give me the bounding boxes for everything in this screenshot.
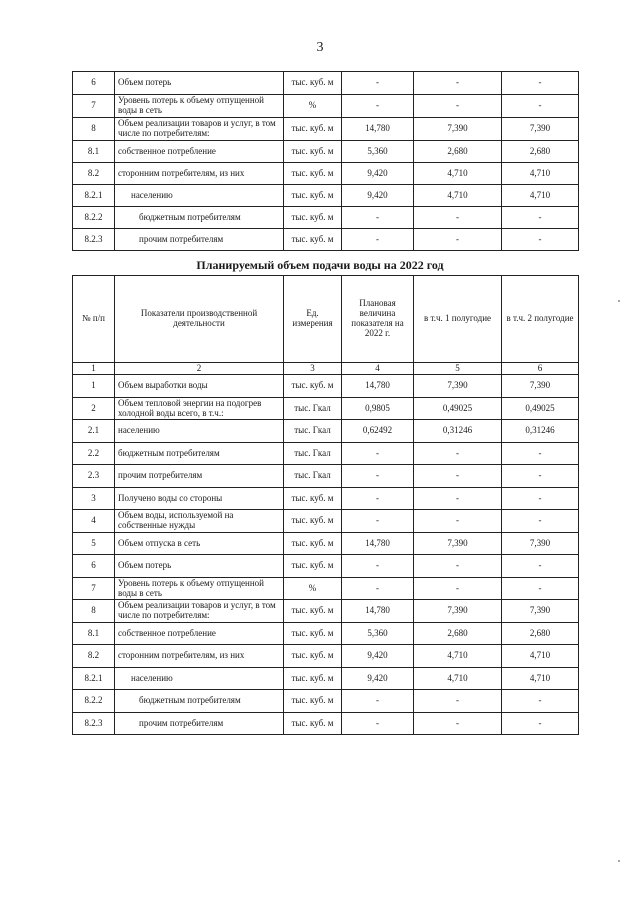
row-value-year: 5,360	[342, 141, 414, 163]
row-unit: тыс. Гкал	[284, 420, 342, 443]
row-value-half1: 7,390	[414, 533, 502, 555]
row-unit: тыс. куб. м	[284, 118, 342, 141]
row-value-half1: -	[414, 229, 502, 251]
row-number: 2	[73, 398, 115, 420]
row-value-half1: -	[414, 713, 502, 735]
column-index: 5	[414, 363, 502, 375]
header-number: № п/п	[73, 276, 115, 363]
table-row	[73, 488, 579, 510]
bottom-table-body	[73, 276, 579, 735]
row-number: 7	[73, 578, 115, 600]
row-number: 2.3	[73, 465, 115, 488]
row-number: 6	[73, 72, 115, 95]
row-indicator: населению	[115, 420, 284, 443]
row-value-half1: -	[414, 207, 502, 229]
row-value-half2: -	[502, 713, 579, 735]
scan-dot	[618, 860, 620, 862]
row-number: 8.2	[73, 163, 115, 185]
row-value-half2: -	[502, 72, 579, 95]
row-value-half1: 4,710	[414, 163, 502, 185]
row-indicator: бюджетным потребителям	[115, 690, 284, 713]
row-value-year: -	[342, 207, 414, 229]
row-number: 5	[73, 533, 115, 555]
row-value-half2: 4,710	[502, 645, 579, 668]
row-value-half2: -	[502, 443, 579, 465]
table-row	[73, 72, 579, 95]
row-value-half1: 2,680	[414, 623, 502, 645]
row-value-half1: 7,390	[414, 118, 502, 141]
row-unit: тыс. куб. м	[284, 623, 342, 645]
row-value-half2: -	[502, 465, 579, 488]
row-number: 8.2.1	[73, 668, 115, 690]
row-value-year: -	[342, 95, 414, 118]
row-indicator: Объем реализации товаров и услуг, в том числе по потребителям:	[115, 118, 284, 141]
row-value-year: 9,420	[342, 163, 414, 185]
row-value-half1: 0,49025	[414, 398, 502, 420]
header-indicator: Показатели производственной деятельности	[115, 276, 284, 363]
row-value-half1: -	[414, 555, 502, 578]
row-unit: тыс. куб. м	[284, 645, 342, 668]
row-value-half2: 0,49025	[502, 398, 579, 420]
row-value-year: -	[342, 510, 414, 533]
row-unit: тыс. куб. м	[284, 72, 342, 95]
table-row	[73, 207, 579, 229]
column-index: 2	[115, 363, 284, 375]
row-number: 8	[73, 600, 115, 623]
bottom-table-title: Планируемый объем подачи воды на 2022 год	[196, 258, 444, 272]
table-row	[73, 185, 579, 207]
row-value-year: -	[342, 229, 414, 251]
row-indicator: Объем воды, используемой на собственные нужды	[115, 510, 284, 533]
header-unit: Ед. измерения	[284, 276, 342, 363]
scan-dot	[618, 300, 620, 302]
row-indicator: Объем отпуска в сеть	[115, 533, 284, 555]
row-unit: тыс. куб. м	[284, 555, 342, 578]
row-value-half2: 2,680	[502, 141, 579, 163]
row-number: 8.2	[73, 645, 115, 668]
row-number: 8.2.3	[73, 713, 115, 735]
row-number: 3	[73, 488, 115, 510]
row-number: 8.2.1	[73, 185, 115, 207]
row-indicator: Объем реализации товаров и услуг, в том числе по потребителям:	[115, 600, 284, 623]
row-value-half1: 4,710	[414, 645, 502, 668]
column-index: 6	[502, 363, 579, 375]
table-row	[73, 398, 579, 420]
row-value-year: 5,360	[342, 623, 414, 645]
row-value-half2: -	[502, 488, 579, 510]
row-number: 8	[73, 118, 115, 141]
row-indicator: Объем выработки воды	[115, 375, 284, 398]
row-unit: тыс. куб. м	[284, 690, 342, 713]
row-indicator: населению	[115, 668, 284, 690]
row-indicator: Получено воды со стороны	[115, 488, 284, 510]
row-value-half1: 0,31246	[414, 420, 502, 443]
row-unit: тыс. куб. м	[284, 185, 342, 207]
row-value-half2: 2,680	[502, 623, 579, 645]
header-half2: в т.ч. 2 полугодие	[502, 276, 579, 363]
row-indicator: собственное потребление	[115, 141, 284, 163]
row-unit: тыс. куб. м	[284, 163, 342, 185]
row-indicator: сторонним потребителям, из них	[115, 163, 284, 185]
row-value-half1: -	[414, 95, 502, 118]
column-index: 4	[342, 363, 414, 375]
row-number: 2.1	[73, 420, 115, 443]
row-value-half2: 7,390	[502, 533, 579, 555]
row-value-half2: 4,710	[502, 185, 579, 207]
row-indicator: прочим потребителям	[115, 229, 284, 251]
row-unit: %	[284, 578, 342, 600]
table-row	[73, 229, 579, 251]
row-value-half1: 4,710	[414, 185, 502, 207]
bottom-table	[72, 275, 579, 735]
row-value-year: 14,780	[342, 118, 414, 141]
row-unit: тыс. куб. м	[284, 229, 342, 251]
row-value-half2: 7,390	[502, 600, 579, 623]
row-indicator: Объем потерь	[115, 72, 284, 95]
row-value-half2: -	[502, 510, 579, 533]
row-number: 4	[73, 510, 115, 533]
table-row	[73, 141, 579, 163]
row-unit: тыс. куб. м	[284, 207, 342, 229]
row-unit: тыс. куб. м	[284, 668, 342, 690]
table-row	[73, 533, 579, 555]
row-unit: тыс. куб. м	[284, 533, 342, 555]
row-value-year: -	[342, 713, 414, 735]
row-indicator: бюджетным потребителям	[115, 207, 284, 229]
row-number: 1	[73, 375, 115, 398]
row-number: 8.2.2	[73, 207, 115, 229]
header-half1: в т.ч. 1 полугодие	[414, 276, 502, 363]
row-number: 8.1	[73, 141, 115, 163]
row-value-half2: -	[502, 95, 579, 118]
row-value-half1: 2,680	[414, 141, 502, 163]
table-row	[73, 465, 579, 488]
row-indicator: бюджетным потребителям	[115, 443, 284, 465]
row-indicator: прочим потребителям	[115, 465, 284, 488]
table-row	[73, 555, 579, 578]
row-value-half2: -	[502, 207, 579, 229]
row-unit: тыс. куб. м	[284, 713, 342, 735]
row-indicator: сторонним потребителям, из них	[115, 645, 284, 668]
row-value-half1: -	[414, 578, 502, 600]
row-value-year: -	[342, 690, 414, 713]
row-value-half2: 7,390	[502, 375, 579, 398]
row-unit: тыс. куб. м	[284, 600, 342, 623]
top-table	[72, 71, 579, 251]
row-value-half2: 4,710	[502, 163, 579, 185]
row-value-half1: -	[414, 443, 502, 465]
row-value-half1: -	[414, 510, 502, 533]
row-value-year: -	[342, 555, 414, 578]
row-value-year: 0,62492	[342, 420, 414, 443]
row-value-half1: -	[414, 690, 502, 713]
row-number: 8.2.2	[73, 690, 115, 713]
row-indicator: собственное потребление	[115, 623, 284, 645]
row-value-half1: 7,390	[414, 375, 502, 398]
row-value-half1: -	[414, 465, 502, 488]
row-value-year: 9,420	[342, 645, 414, 668]
row-value-half2: -	[502, 555, 579, 578]
row-number: 6	[73, 555, 115, 578]
row-unit: %	[284, 95, 342, 118]
table-row	[73, 163, 579, 185]
table-row	[73, 623, 579, 645]
row-value-half1: -	[414, 488, 502, 510]
row-value-year: 14,780	[342, 600, 414, 623]
row-value-half2: 7,390	[502, 118, 579, 141]
column-index-row	[73, 363, 579, 375]
row-value-half2: -	[502, 578, 579, 600]
row-value-year: 0,9805	[342, 398, 414, 420]
row-value-half2: -	[502, 229, 579, 251]
top-table-body	[73, 72, 579, 251]
row-value-year: -	[342, 578, 414, 600]
table-row	[73, 668, 579, 690]
row-indicator: Объем потерь	[115, 555, 284, 578]
row-number: 8.2.3	[73, 229, 115, 251]
row-unit: тыс. куб. м	[284, 510, 342, 533]
row-value-year: -	[342, 72, 414, 95]
table-row	[73, 118, 579, 141]
page-number: 3	[316, 40, 324, 55]
row-indicator: Уровень потерь к объему отпущенной воды в сеть	[115, 95, 284, 118]
table-row	[73, 95, 579, 118]
row-value-year: -	[342, 488, 414, 510]
table-row	[73, 600, 579, 623]
row-number: 8.1	[73, 623, 115, 645]
table-row	[73, 443, 579, 465]
table-row	[73, 420, 579, 443]
row-indicator: прочим потребителям	[115, 713, 284, 735]
row-value-year: 9,420	[342, 668, 414, 690]
table-row	[73, 645, 579, 668]
table-row	[73, 375, 579, 398]
row-unit: тыс. куб. м	[284, 375, 342, 398]
row-unit: тыс. куб. м	[284, 141, 342, 163]
table-row	[73, 510, 579, 533]
row-value-year: 9,420	[342, 185, 414, 207]
row-value-half2: 0,31246	[502, 420, 579, 443]
row-unit: тыс. Гкал	[284, 443, 342, 465]
row-value-half1: 4,710	[414, 668, 502, 690]
row-value-half2: -	[502, 690, 579, 713]
row-indicator: Объем тепловой энергии на подогрев холодной воды всего, в т.ч.:	[115, 398, 284, 420]
row-number: 2.2	[73, 443, 115, 465]
row-indicator: Уровень потерь к объему отпущенной воды в сеть	[115, 578, 284, 600]
table-row	[73, 578, 579, 600]
row-value-year: -	[342, 443, 414, 465]
table-row	[73, 713, 579, 735]
table-row	[73, 690, 579, 713]
row-unit: тыс. Гкал	[284, 398, 342, 420]
header-plan: Плановая величина показателя на 2022 г.	[342, 276, 414, 363]
row-value-half1: -	[414, 72, 502, 95]
column-index: 1	[73, 363, 115, 375]
row-value-half1: 7,390	[414, 600, 502, 623]
row-indicator: населению	[115, 185, 284, 207]
row-value-half2: 4,710	[502, 668, 579, 690]
row-value-year: -	[342, 465, 414, 488]
row-unit: тыс. куб. м	[284, 488, 342, 510]
row-unit: тыс. Гкал	[284, 465, 342, 488]
row-value-year: 14,780	[342, 375, 414, 398]
row-number: 7	[73, 95, 115, 118]
table-header-row	[73, 276, 579, 363]
column-index: 3	[284, 363, 342, 375]
row-value-year: 14,780	[342, 533, 414, 555]
